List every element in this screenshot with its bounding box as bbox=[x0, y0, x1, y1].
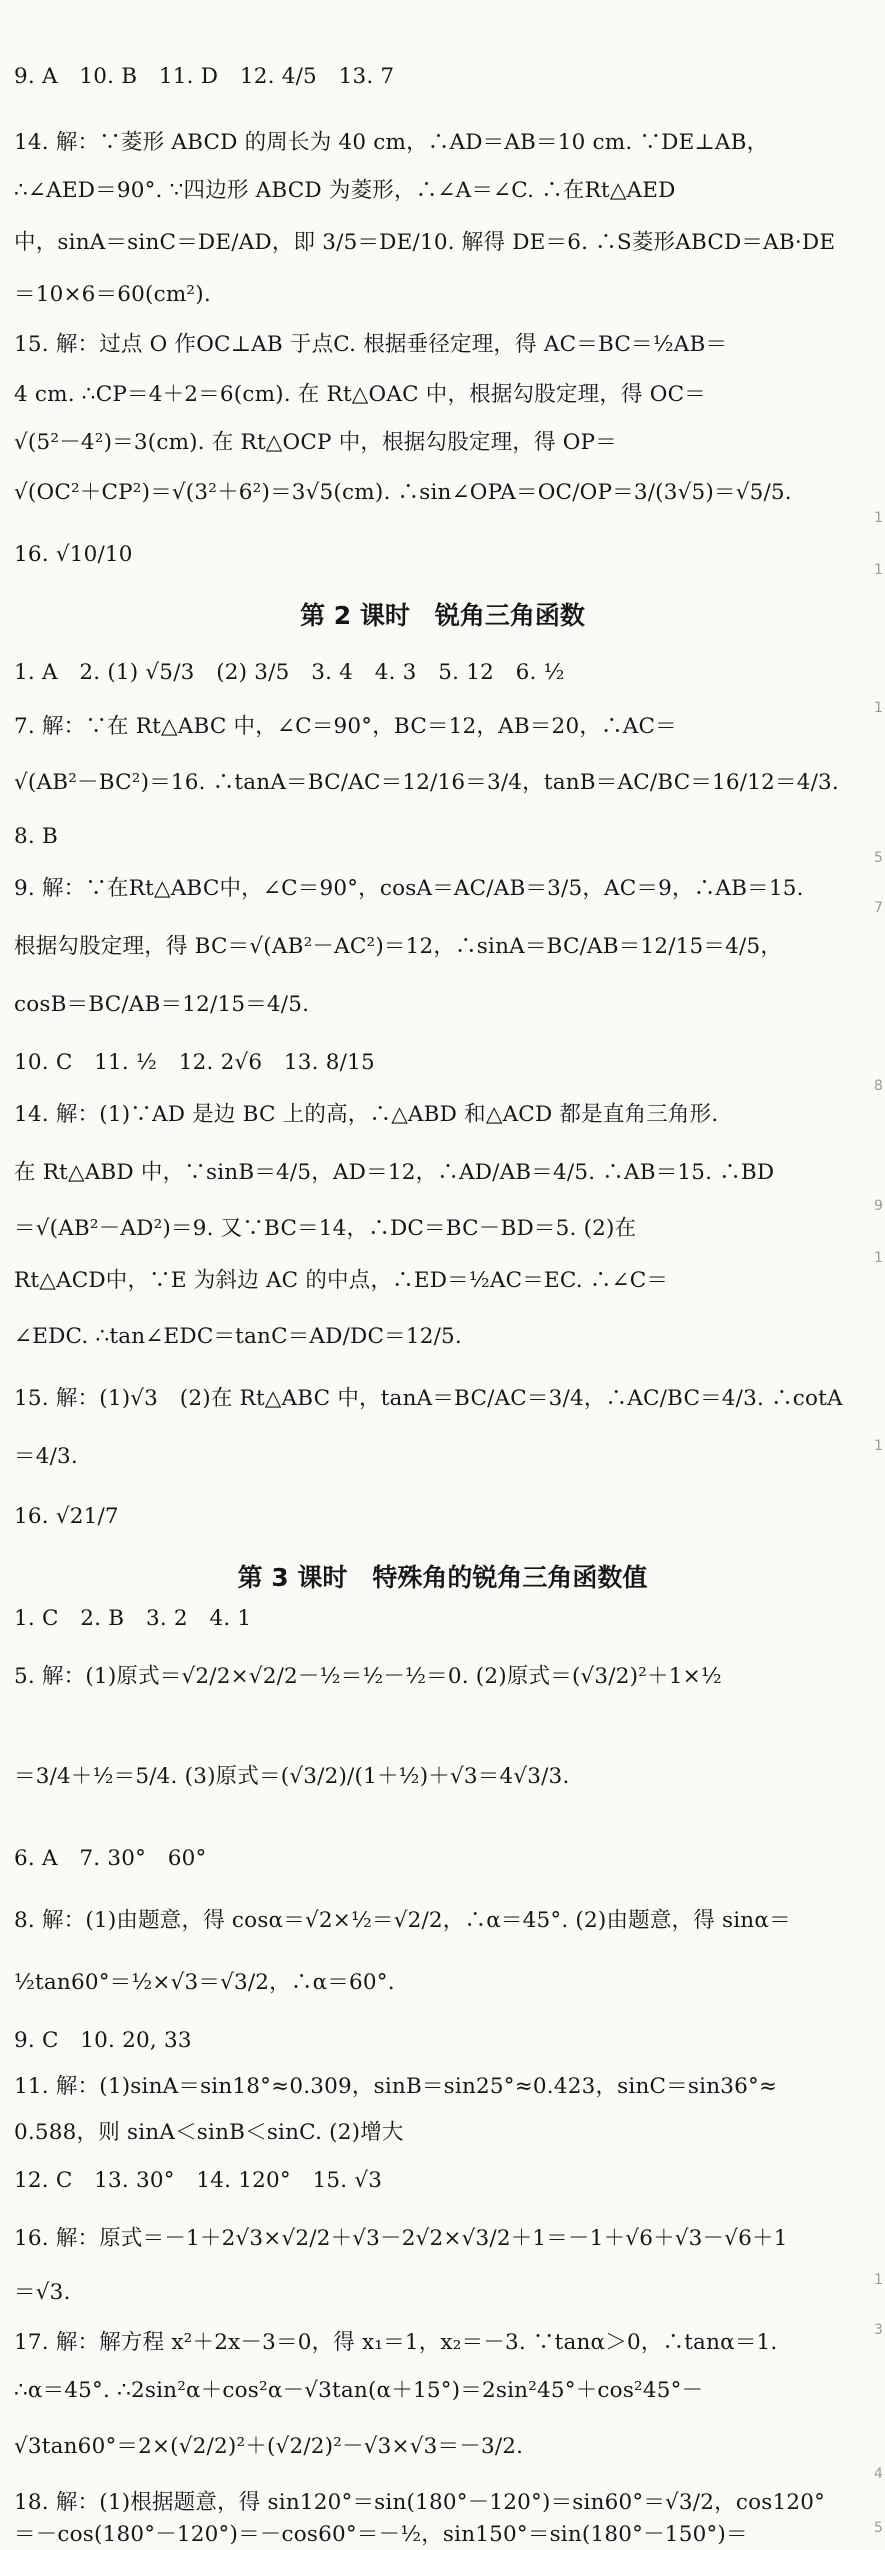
line-43: ＝－cos(180°－120°)＝－cos60°＝－½，sin150°＝sin(180°－150°)＝ bbox=[14, 2522, 748, 2547]
edge-mark: 1 bbox=[874, 2272, 883, 2288]
edge-mark: 1 bbox=[874, 510, 883, 526]
edge-mark: 3 bbox=[874, 2322, 883, 2338]
line-29: ＝3/4＋½＝5/4. (3)原式＝(√3/2)/(1＋½)＋√3＝4√3/3. bbox=[14, 1764, 570, 1789]
line-30: 6. A 7. 30° 60° bbox=[14, 1846, 207, 1871]
line-11: 1. A 2. (1) √5/3 (2) 3/5 3. 4 4. 3 5. 12 6. ½ bbox=[14, 660, 565, 685]
line-33: 9. C 10. 20, 33 bbox=[14, 2028, 192, 2053]
line-12: 7. 解：∵在 Rt△ABC 中，∠C＝90°，BC＝12，AB＝20，∴AC＝ bbox=[14, 714, 677, 739]
line-13: √(AB²－BC²)＝16. ∴tanA＝BC/AC＝12/16＝3/4，tanB＝AC/BC＝16/12＝4/3. bbox=[14, 770, 839, 795]
line-24: 15. 解：(1)√3 (2)在 Rt△ABC 中，tanA＝BC/AC＝3/4，∴AC/BC＝4/3. ∴cotA bbox=[14, 1386, 843, 1411]
edge-mark: 5 bbox=[874, 850, 883, 866]
line-3: ∴∠AED＝90°. ∵四边形 ABCD 为菱形，∴∠A＝∠C. ∴在Rt△AED bbox=[14, 178, 676, 203]
line-8: √(5²－4²)＝3(cm). 在 Rt△OCP 中，根据勾股定理，得 OP＝ bbox=[14, 430, 617, 455]
line-15: 9. 解：∵在Rt△ABC中，∠C＝90°，cosA＝AC/AB＝3/5，AC＝9，∴AB＝15. bbox=[14, 876, 804, 901]
heading-lesson-3: 第 3 课时 特殊角的锐角三角函数值 bbox=[237, 1563, 648, 1592]
line-18: 10. C 11. ½ 12. 2√6 13. 8/15 bbox=[14, 1050, 375, 1075]
line-20: 在 Rt△ABD 中，∵sinB＝4/5，AD＝12，∴AD/AB＝4/5. ∴AB＝15. ∴BD bbox=[14, 1160, 775, 1185]
line-31: 8. 解：(1)由题意，得 cosα＝√2×½＝√2/2，∴α＝45°. (2)由题意，得 sinα＝ bbox=[14, 1908, 791, 1933]
line-7: 4 cm. ∴CP＝4＋2＝6(cm). 在 Rt△OAC 中，根据勾股定理，得 OC＝ bbox=[14, 382, 706, 407]
edge-mark: 8 bbox=[874, 1078, 883, 1094]
line-5: ＝10×6＝60(cm²). bbox=[14, 282, 211, 307]
line-6: 15. 解：过点 O 作OC⊥AB 于点C. 根据垂径定理，得 AC＝BC＝½AB＝ bbox=[14, 332, 728, 357]
line-34: 11. 解：(1)sinA＝sin18°≈0.309，sinB＝sin25°≈0.423，sinC＝sin36°≈ bbox=[14, 2074, 778, 2099]
line-32: ½tan60°＝½×√3＝√3/2，∴α＝60°. bbox=[14, 1970, 395, 1995]
line-25: ＝4/3. bbox=[14, 1444, 78, 1469]
line-16: 根据勾股定理，得 BC＝√(AB²－AC²)＝12，∴sinA＝BC/AB＝12/15＝4/5， bbox=[14, 934, 783, 959]
line-2: 14. 解：∵菱形 ABCD 的周长为 40 cm，∴AD＝AB＝10 cm. ∵DE⊥AB， bbox=[14, 130, 769, 155]
edge-mark: 1 bbox=[874, 562, 883, 578]
line-26: 16. √21/7 bbox=[14, 1504, 119, 1529]
edge-mark: 9 bbox=[874, 1198, 883, 1214]
heading-lesson-2: 第 2 课时 锐角三角函数 bbox=[300, 601, 585, 630]
line-41: √3tan60°＝2×(√2/2)²＋(√2/2)²－√3×√3＝－3/2. bbox=[14, 2434, 524, 2459]
edge-mark: 1 bbox=[874, 700, 883, 716]
line-39: 17. 解：解方程 x²＋2x－3＝0，得 x₁＝1，x₂＝－3. ∵tanα＞0，∴tanα＝1. bbox=[14, 2330, 778, 2355]
line-10: 16. √10/10 bbox=[14, 542, 133, 567]
line-37: 16. 解：原式＝－1＋2√3×√2/2＋√3－2√2×√3/2＋1＝－1＋√6＋√3－√6＋1 bbox=[14, 2226, 788, 2251]
line-27: 1. C 2. B 3. 2 4. 1 bbox=[14, 1606, 252, 1631]
edge-mark: 5 bbox=[874, 2520, 883, 2536]
edge-mark: 7 bbox=[874, 900, 883, 916]
edge-mark: 4 bbox=[874, 2466, 883, 2482]
line-14: 8. B bbox=[14, 824, 58, 849]
edge-mark: 1 bbox=[874, 1250, 883, 1266]
line-42: 18. 解：(1)根据题意，得 sin120°＝sin(180°－120°)＝sin60°＝√3/2，cos120° bbox=[14, 2490, 826, 2515]
line-21: ＝√(AB²－AD²)＝9. 又∵BC＝14，∴DC＝BC－BD＝5. (2)在 bbox=[14, 1216, 637, 1241]
line-4: 中，sinA＝sinC＝DE/AD，即 3/5＝DE/10. 解得 DE＝6. ∴S菱形ABCD＝AB·DE bbox=[14, 230, 836, 255]
line-23: ∠EDC. ∴tan∠EDC＝tanC＝AD/DC＝12/5. bbox=[14, 1324, 462, 1349]
line-38: ＝√3. bbox=[14, 2280, 71, 2305]
line-40: ∴α＝45°. ∴2sin²α＋cos²α－√3tan(α＋15°)＝2sin²45°＋cos²45°－ bbox=[14, 2378, 704, 2403]
line-9: √(OC²＋CP²)＝√(3²＋6²)＝3√5(cm). ∴sin∠OPA＝OC/OP＝3/(3√5)＝√5/5. bbox=[14, 480, 792, 505]
edge-mark: 1 bbox=[874, 1438, 883, 1454]
line-36: 12. C 13. 30° 14. 120° 15. √3 bbox=[14, 2168, 383, 2193]
line-1: 9. A 10. B 11. D 12. 4/5 13. 7 bbox=[14, 64, 395, 89]
line-28: 5. 解：(1)原式＝√2/2×√2/2－½＝½－½＝0. (2)原式＝(√3/2)²＋1×½ bbox=[14, 1664, 722, 1689]
line-17: cosB＝BC/AB＝12/15＝4/5. bbox=[14, 992, 310, 1017]
line-35: 0.588，则 sinA＜sinB＜sinC. (2)增大 bbox=[14, 2120, 404, 2145]
line-19: 14. 解：(1)∵AD 是边 BC 上的高，∴△ABD 和△ACD 都是直角三角形. bbox=[14, 1102, 719, 1127]
line-22: Rt△ACD中，∵E 为斜边 AC 的中点，∴ED＝½AC＝EC. ∴∠C＝ bbox=[14, 1268, 669, 1293]
